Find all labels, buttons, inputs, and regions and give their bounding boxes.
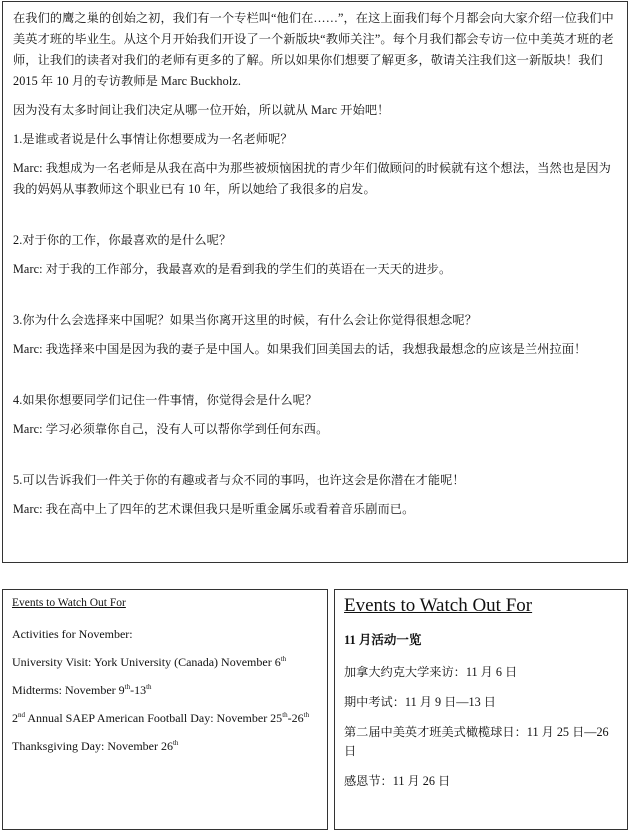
- article-lead: 因为没有太多时间让我们决定从哪一位开始，所以就从 Marc 开始吧！: [13, 103, 390, 117]
- events-subheading: 11 月活动一览: [344, 633, 422, 647]
- interview-article: [2, 1, 628, 563]
- article-intro: 在我们的鹰之巢的创始之初，我们有一个专栏叫“他们在……”，在这上面我们每个月都会向大家介绍一位我们中美英才班的毕业生。从这个月开始我们开设了一个新版块“教师关注”。每个月我们都会专访一位中美英才班的老师，让我们的读者对我们的老师有更多的了解。所以如果你们想要了解更多，敬请关注我们这一新版块！我们 2015 年 10 月的专访教师是 Marc Buckholz.: [13, 11, 614, 88]
- question-5: 5.可以告诉我们一件关于你的有趣或者与众不同的事吗，也许这会是你潜在才能呢！: [13, 473, 465, 487]
- event-item-midterms: 期中考试：11 月 9 日—13 日: [344, 695, 496, 709]
- event-university-visit: University Visit: York University (Canada) November 6th: [12, 655, 287, 669]
- answer-3: Marc: 我选择来中国是因为我的妻子是中国人。如果我们回美国去的话，我想我最想念的应该是兰州拉面！: [13, 342, 587, 356]
- answer-4: Marc: 学习必须靠你自己，没有人可以帮你学到任何东西。: [13, 422, 329, 436]
- answer-1: Marc: 我想成为一名老师是从我在高中为那些被烦恼困扰的青少年们做顾问的时候就有这个想法，当然也是因为我的妈妈从事教师这个职业已有 10 年，所以她给了我很多的启发。: [13, 161, 611, 196]
- answer-5: Marc: 我在高中上了四年的艺术课但我只是听重金属乐或看着音乐剧而已。: [13, 502, 415, 516]
- question-1: 1.是谁或者说是什么事情让你想要成为一名老师呢？: [13, 132, 293, 146]
- question-2: 2.对于你的工作，你最喜欢的是什么呢？: [13, 233, 232, 247]
- event-football-day: 2nd Annual SAEP American Football Day: November 25th-26th: [12, 711, 310, 725]
- event-item-thanksgiving: 感恩节：11 月 26 日: [344, 774, 451, 788]
- question-4: 4.如果你想要同学们记住一件事情，你觉得会是什么呢？: [13, 393, 318, 407]
- event-midterms: Midterms: November 9th-13th: [12, 683, 152, 697]
- events-chinese-panel: [334, 589, 628, 830]
- events-heading: Events to Watch Out For: [12, 597, 126, 609]
- events-english-panel: [2, 589, 328, 830]
- events-title: Events to Watch Out For: [344, 595, 533, 616]
- event-thanksgiving: Thanksgiving Day: November 26th: [12, 739, 179, 753]
- answer-2: Marc: 对于我的工作部分，我最喜欢的是看到我的学生们的英语在一天天的进步。: [13, 262, 452, 276]
- event-item-visit: 加拿大约克大学来访：11 月 6 日: [344, 665, 518, 679]
- question-3: 3.你为什么会选择来中国呢？如果当你离开这里的时候，有什么会让你觉得很想念呢？: [13, 313, 477, 327]
- event-item-football: 第二届中美英才班美式橄榄球日：11 月 25 日—26 日: [344, 725, 609, 758]
- activities-label: Activities for November:: [12, 627, 133, 641]
